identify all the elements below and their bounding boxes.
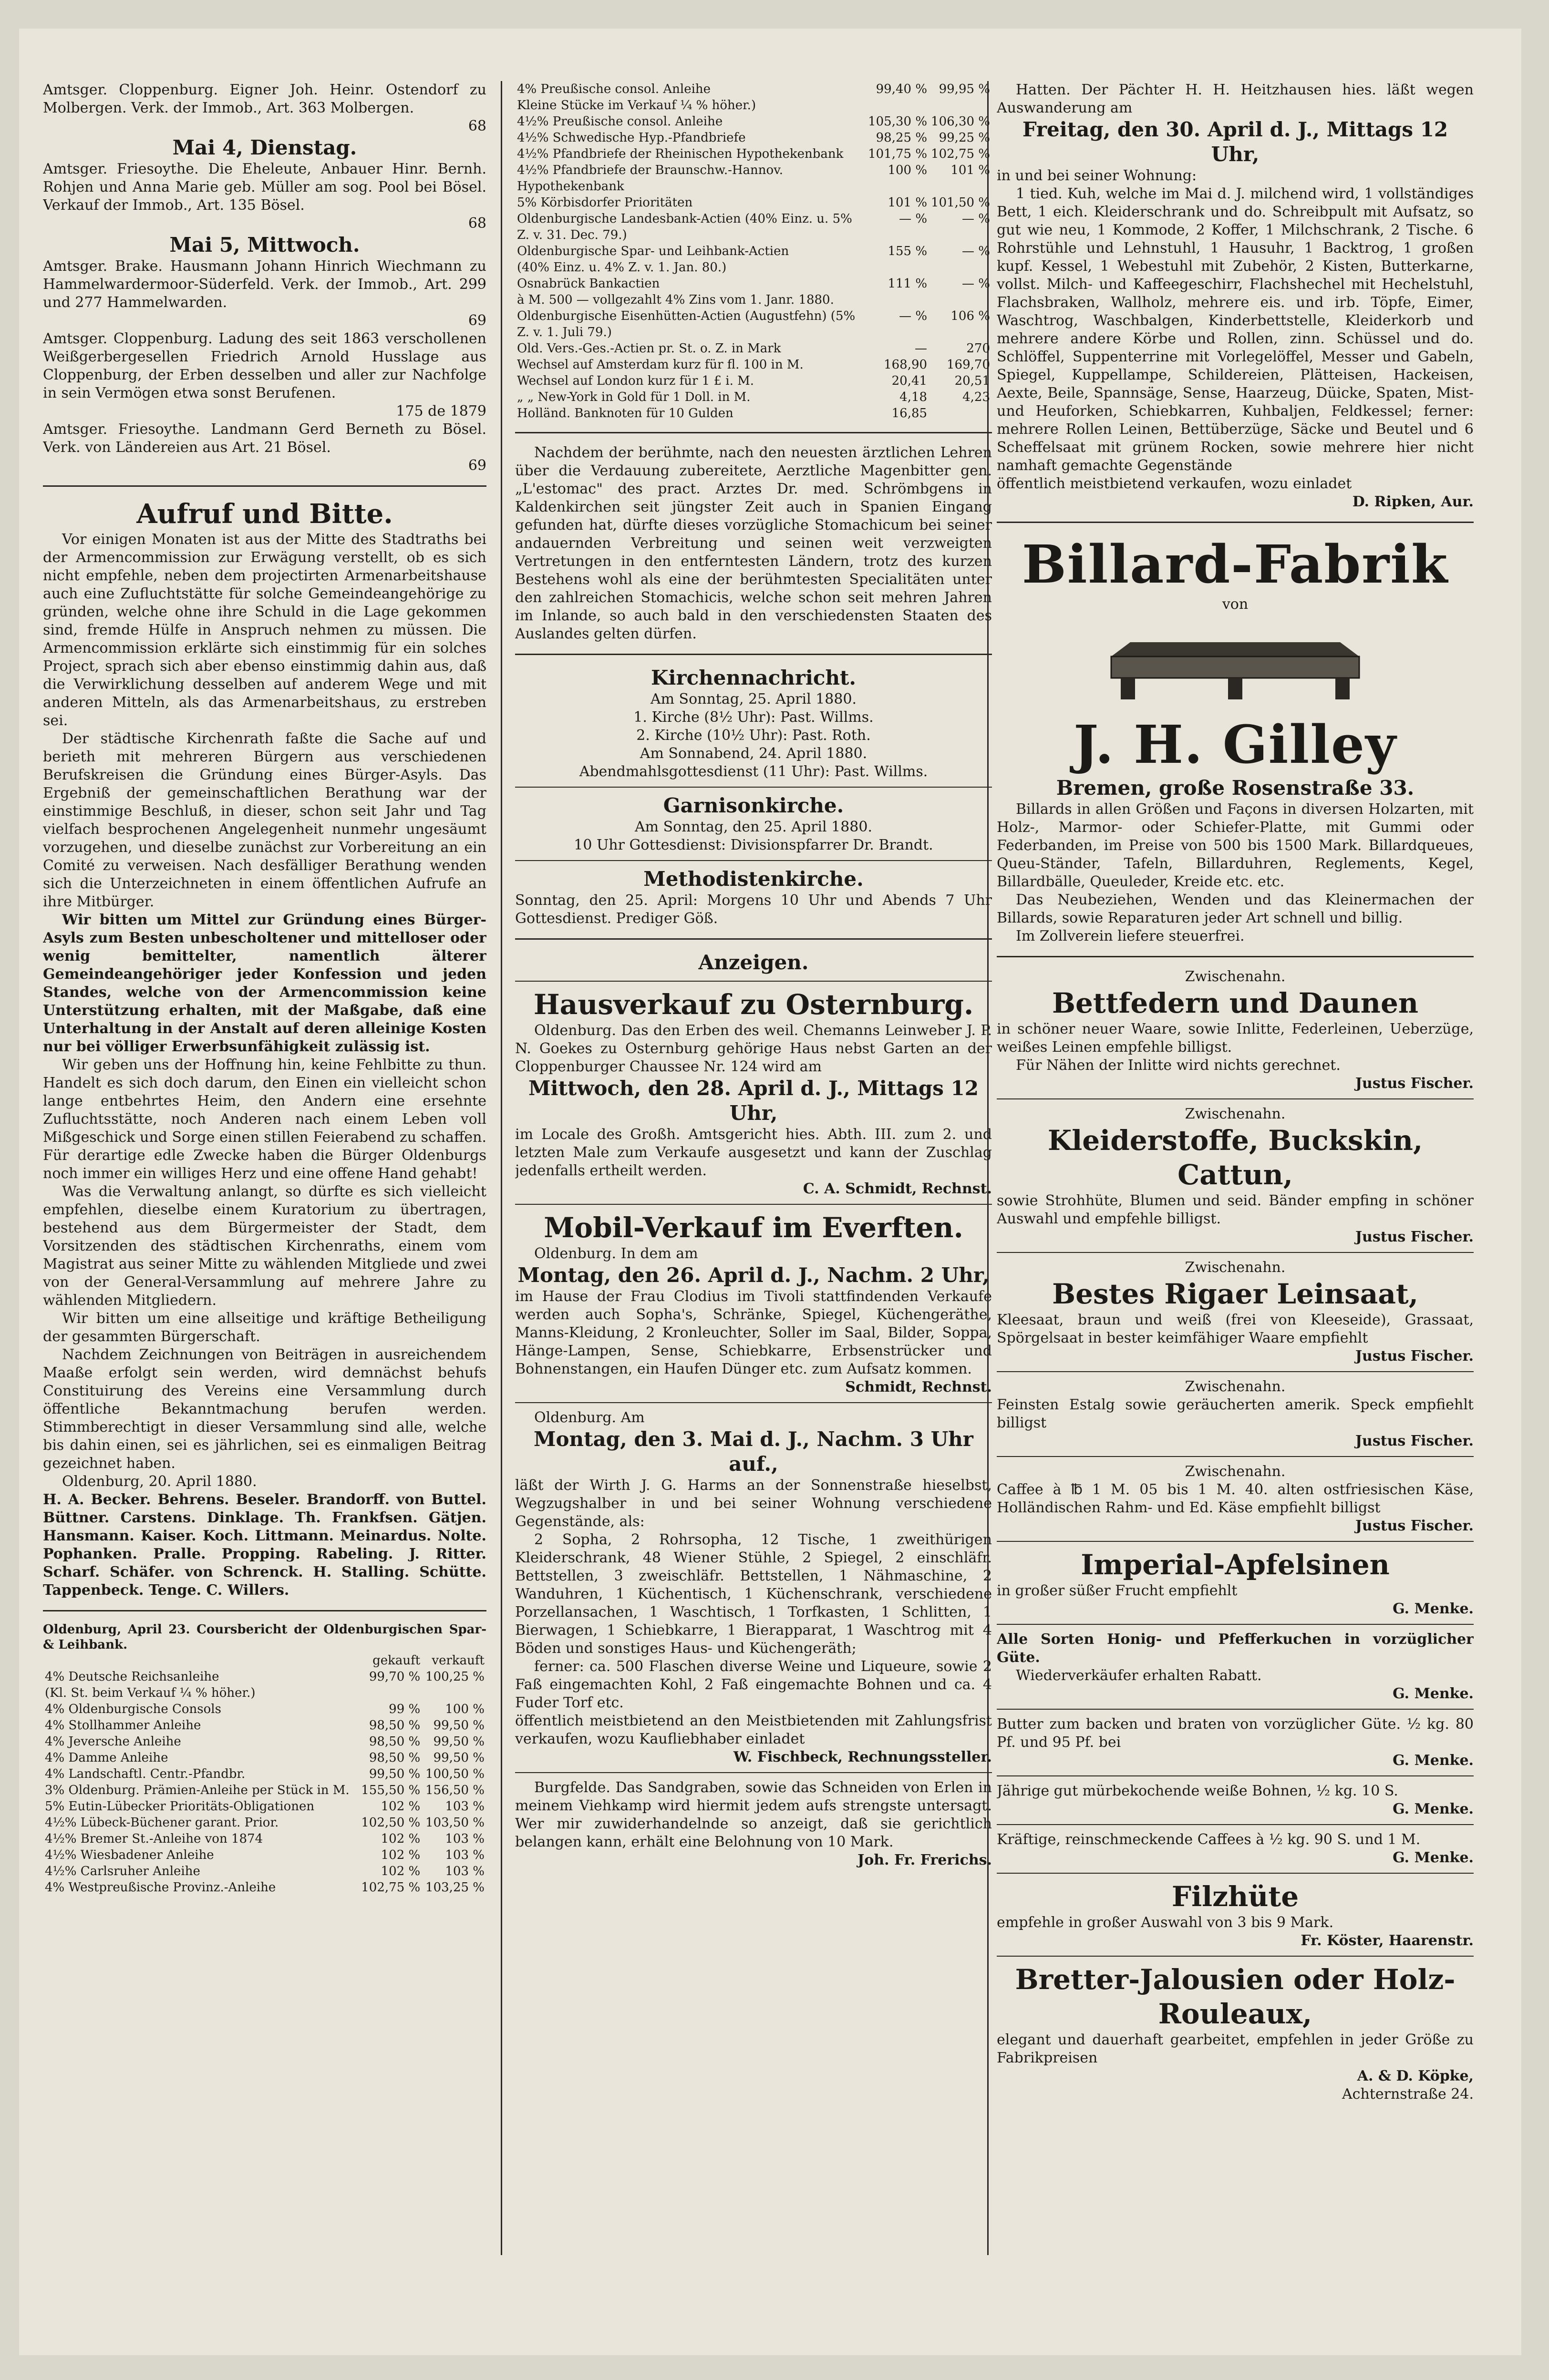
divider — [515, 860, 992, 861]
divider — [515, 1772, 992, 1773]
table-row — [515, 211, 992, 243]
koepke-address: Achternstraße 24. — [1342, 2086, 1474, 2103]
sold-rate: 270 — [966, 341, 990, 356]
gilley-text: Das Neubeziehen, Wenden und das Kleinermachen der Billards, sowie Reparaturen jeder Art schnell und billig. — [997, 892, 1474, 926]
bought-rate: 102,50 % — [361, 1816, 421, 1830]
methodist-title: Methodistenkirche. — [643, 867, 864, 891]
bought-rate: 168,90 — [884, 358, 928, 372]
mobil-sale-text: im Hause der Frau Clodius im Tivoli stattfindenden Verkaufe werden auch Sopha's, Schränke, Spiegel, Küchengeräthe, Manns-Kleidung, 2 Kronleuchter, Soller im Saal, Bilder, Soppa, Hänge-Lampen, Sense, Schiebkarre, Erbsenstrücker und Bohnenstangen, ein Haufen Dünger etc. zum Aufsatz kommen. — [515, 1288, 992, 1377]
sold-rate: 103 % — [445, 1799, 485, 1814]
divider — [997, 522, 1474, 523]
security-name: 4½% Lübeck-Büchener garant. Prior. — [45, 1816, 279, 1830]
security-name: 4% Deutsche Reichsanleihe — [45, 1670, 219, 1684]
sold-rate: 100,50 % — [425, 1767, 485, 1781]
divider — [997, 1709, 1474, 1710]
harms-sale-text: Oldenburg. Am — [534, 1409, 645, 1426]
table-row — [515, 130, 992, 146]
sold-rate: 103 % — [445, 1864, 485, 1878]
security-name: Oldenburgische Spar- und Leihbank-Actien — [517, 244, 789, 258]
bought-rate: 16,85 — [891, 406, 928, 421]
bought-rate — [866, 292, 929, 308]
koepke-signature: A. & D. Köpke, — [1357, 2068, 1474, 2084]
column-header: verkauft — [432, 1653, 485, 1668]
security-name: Oldenburgische Landesbank-Actien (40% Einz. u. 5% Z. v. 31. Dec. 79.) — [517, 212, 852, 242]
divider — [515, 1204, 992, 1205]
table-row — [515, 113, 992, 130]
billiard-factory-title: Billard-Fabrik — [1022, 533, 1449, 595]
garrison-line: 10 Uhr Gottesdienst: Divisionspfarrer Dr. Brandt. — [574, 837, 933, 853]
church-date: Am Sonnabend, 24. April 1880. — [640, 745, 867, 762]
billiard-table-leg — [1121, 678, 1135, 699]
menke-signature: G. Menke. — [1393, 1849, 1474, 1866]
bought-rate: 102 % — [381, 1848, 421, 1862]
bought-rate — [866, 97, 929, 113]
felt-hats-text: empfehle in großer Auswahl von 3 bis 9 Mark. — [997, 1914, 1334, 1931]
hatten-sale-signature: D. Ripken, Aur. — [1352, 493, 1474, 510]
house-sale-title: Hausverkauf zu Osternburg. — [533, 988, 974, 1021]
security-name: à M. 500 — vollgezahlt 4% Zins vom 1. Janr. 1880. — [517, 293, 834, 307]
bought-rate: 98,50 % — [369, 1718, 421, 1733]
harms-sale-date: Montag, den 3. Mai d. J., Nachm. 3 Uhr auf., — [534, 1427, 973, 1476]
column-3 — [997, 81, 1474, 2255]
sold-rate: — % — [962, 212, 990, 226]
bought-rate: 155 % — [888, 244, 928, 258]
house-sale-text: Oldenburg. Das den Erben des weil. Chemanns Leinweber J. P. N. Goekes zu Osternburg gehörige Haus nebst Garten an der Cloppenburger Chaussee Nr. 124 wird am — [515, 1022, 992, 1075]
divider — [515, 432, 992, 433]
divider — [997, 1775, 1474, 1776]
sold-rate: 156,50 % — [425, 1783, 485, 1797]
table-row — [43, 1669, 486, 1685]
gilley-title: J. H. Gilley — [1074, 714, 1397, 775]
billiard-table-illustration — [1102, 623, 1369, 704]
harms-sale-text: läßt der Wirth J. G. Harms an der Sonnenstraße hieselbst, Wegzugshalber in und bei seiner Wohnung verschiedene Gegenstände, als: — [515, 1477, 992, 1530]
table-row — [515, 389, 992, 405]
mobil-sale-signature: Schmidt, Rechnst. — [845, 1379, 992, 1395]
table-row — [43, 1782, 486, 1798]
table-row — [43, 1750, 486, 1766]
table-row — [515, 405, 992, 421]
garrison-date: Am Sonntag, den 25. April 1880. — [634, 819, 872, 835]
table-row — [43, 1685, 486, 1701]
sold-rate: 103,50 % — [425, 1816, 485, 1830]
divider — [997, 1371, 1474, 1372]
feathers-text: in schöner neuer Waare, sowie Inlitte, Federleinen, Ueberzüge, weißes Leinen empfehle billigst. — [997, 1021, 1474, 1056]
divider — [997, 1541, 1474, 1542]
security-name: 4½% Wiesbadener Anleihe — [45, 1848, 214, 1862]
fischer-signature: Justus Fischer. — [1355, 1433, 1474, 1449]
fischer-signature: Justus Fischer. — [1355, 1518, 1474, 1534]
feathers-text: Für Nähen der Inlitte wird nichts gerechnet. — [1016, 1057, 1341, 1074]
sold-rate: 102,75 % — [931, 147, 990, 161]
sold-rate: 106,30 % — [931, 114, 990, 129]
table-row — [515, 162, 992, 195]
house-sale-signature: C. A. Schmidt, Rechnst. — [803, 1180, 992, 1197]
security-name: Holländ. Banknoten für 10 Gulden — [517, 406, 733, 421]
garrison-title: Garnisonkirche. — [663, 794, 844, 817]
fischer-signature: Justus Fischer. — [1355, 1348, 1474, 1364]
sold-rate: 100,25 % — [425, 1670, 485, 1684]
feathers-title: Bettfedern und Daunen — [1052, 987, 1419, 1019]
appeal-signers: H. A. Becker. Behrens. Beseler. Brandorff. von Buttel. Büttner. Carstens. Dinklage. Th. Frankfsen. Gätjen. Hansmann. Kaiser. Koch. Littmann. Meinardus. Nolte. Pophanken. Pralle. Propping. Rabeling. J. Ritter. Scharf. Schäfer. von Schrenck. H. Stalling. Schütte. Tappenbeck. Tenge. C. Willers. — [43, 1491, 486, 1599]
bought-rate: 155,50 % — [361, 1783, 421, 1797]
security-name: 4% Preußische consol. Anleihe — [517, 82, 711, 96]
fabrics-text: sowie Strohhüte, Blumen und seid. Bänder empfing in schöner Auswahl und empfehle billigst. — [997, 1192, 1474, 1227]
ads-title: Anzeigen. — [698, 951, 809, 974]
church-line: 2. Kirche (10½ Uhr): Past. Roth. — [636, 727, 871, 744]
table-row — [515, 292, 992, 308]
divider — [997, 1456, 1474, 1457]
hatten-sale-items: 1 tied. Kuh, welche im Mai d. J. milchend wird, 1 vollständiges Bett, 1 eich. Kleiderschrank und do. Schreibpult mit Aufsatz, so gut wie neu, 1 Kommode, 2 Koffer, 1 Milchschrank, 2 Tische. 6 Rohrstühle und Lehnstuhl, 1 Hausuhr, 1 Backtrog, 1 großen kupf. Kessel, 1 Webestuhl mit Zubehör, 2 Kisten, Butterkarne, vollst. Milch- und Kaffeegeschirr, Flachshechel mit Hechelstuhl, Flachsbraken, Wallholz, mehrere eis. und irb. Töpfe, Eimer, Waschtrog, Waschbalgen, Kinderbettstelle, Kleiderkorb und mehrere andere Körbe und Rollen, zinn. Schüssel und do. Schlöffel, Suppenterrine mit Vorlegelöffel, Messer und Gabeln, Spiegel, Kuppellampe, Schildereien, Plätteisen, Hackeisen, Aexte, Beile, Spannsäge, Sense, Haarzeug, Düicke, Spaten, Mist- und Heuforken, Schiebkarren, Kuhbaljen, Feldkessel; ferner: mehrere Rollen Leinen, Bettüberzüge, Säcke und Beutel und 6 Scheffelsaat mit grünem Rocken, sowie mehrere hier nicht namhaft gemachte Gegenstände — [997, 185, 1474, 474]
bought-rate — [866, 259, 929, 276]
hatten-sale-date: Freitag, den 30. April d. J., Mittags 12 Uhr, — [1022, 118, 1448, 166]
table-row — [43, 1766, 486, 1782]
security-name: Kleine Stücke im Verkauf ¼ % höher.) — [517, 98, 756, 113]
house-sale-text: im Locale des Großh. Amtsgericht hies. Abth. III. zum 2. und letzten Male zum Verkaufe ausgesetzt und kann der Zuschlag jedenfalls ertheilt werden. — [515, 1126, 992, 1179]
bought-rate: — % — [899, 212, 928, 226]
bought-rate: 20,41 — [891, 374, 928, 388]
place-heading: Zwischenahn. — [1185, 1378, 1286, 1395]
place-heading: Zwischenahn. — [1185, 1259, 1286, 1276]
butter-text: Butter zum backen und braten von vorzüglicher Güte. ½ kg. 80 Pf. und 95 Pf. bei — [997, 1716, 1474, 1751]
bought-rate: 99 % — [389, 1702, 421, 1716]
sold-rate: 101,50 % — [931, 195, 990, 210]
course-report-header: Oldenburg, April 23. Coursbericht der Oldenburgischen Spar- & Leihbank. — [43, 1622, 486, 1652]
billiard-table-body — [1111, 657, 1359, 678]
oranges-text: in großer süßer Frucht empfiehlt — [997, 1582, 1238, 1599]
menke-signature: G. Menke. — [1393, 1600, 1474, 1617]
menke-signature: G. Menke. — [1393, 1801, 1474, 1817]
table-row — [515, 373, 992, 389]
table-row — [515, 340, 992, 357]
sold-rate: 103 % — [445, 1832, 485, 1846]
table-row — [43, 1798, 486, 1815]
appeal-date: Oldenburg, 20. April 1880. — [62, 1473, 257, 1490]
bought-rate: 100 % — [888, 163, 928, 177]
security-name: 4% Landschaftl. Centr.-Pfandbr. — [45, 1767, 246, 1781]
sold-rate: 101 % — [950, 163, 990, 177]
harms-sale-text: öffentlich meistbietend an den Meistbietenden mit Zahlungsfrist verkaufen, wozu Kaufliebhaber einladet — [515, 1713, 992, 1747]
table-row — [515, 308, 992, 340]
bought-rate: 99,50 % — [369, 1767, 421, 1781]
sold-rate — [929, 405, 992, 421]
security-name: 4% Stollhammer Anleihe — [45, 1718, 201, 1733]
security-name: 5% Körbisdorfer Prioritäten — [517, 195, 693, 210]
sold-rate — [929, 97, 992, 113]
bought-rate: 101,75 % — [868, 147, 928, 161]
gilley-text: Billards in allen Größen und Façons in diversen Holzarten, mit Holz-, Marmor- oder Schiefer-Platte, mit Gummi oder Federbanden, im Preise von 500 bis 1500 Mark. Billardqueues, Queu-Ständer, Tafeln, Billarduhren, Reglements, Kegel, Billardbälle, Queuleder, Kreide etc. etc. — [997, 801, 1474, 890]
divider — [997, 1624, 1474, 1625]
blinds-title: Bretter-Jalousien oder Holz-Rouleaux, — [1015, 1963, 1456, 2030]
oranges-title: Imperial-Apfelsinen — [1081, 1549, 1390, 1581]
sold-rate: 106 % — [950, 309, 990, 323]
appeal-paragraph: Was die Verwaltung anlangt, so dürfte es sich vielleicht empfehlen, dieselbe einem Kuratorium zu übertragen, bestehend aus dem Bürgermeister der Stadt, dem Vorsitzenden des städtischen Kirchenraths, einem vom Magistrat aus seiner Mitte zu wählenden Mitgliede und zwei von der General-Versammlung auf mehrere Jahre zu wählenden Mitgliedern. — [43, 1183, 486, 1309]
column-1 — [43, 81, 486, 2255]
security-name: Wechsel auf Amsterdam kurz für fl. 100 in M. — [517, 358, 804, 372]
church-date: Am Sonntag, 25. April 1880. — [650, 691, 857, 708]
place-heading: Zwischenahn. — [1185, 1106, 1286, 1122]
menke-signature: G. Menke. — [1393, 1685, 1474, 1702]
linseed-text: Kleesaat, braun und weiß (frei von Kleeseide), Grassaat, Spörgelsaat in bester keimfähiger Waare empfiehlt — [997, 1312, 1474, 1346]
security-name: 4½% Bremer St.-Anleihe von 1874 — [45, 1832, 263, 1846]
security-name: „ „ New-York in Gold für 1 Doll. in M. — [517, 390, 751, 404]
security-name: Old. Vers.-Ges.-Actien pr. St. o. Z. in Mark — [517, 341, 781, 356]
divider — [515, 654, 992, 655]
court-listing: Amtsger. Cloppenburg. Eigner Joh. Heinr. Ostendorf zu Molbergen. Verk. der Immob., Art. 363 Molbergen. — [43, 82, 486, 116]
church-line: Abendmahlsgottesdienst (11 Uhr): Past. Willms. — [579, 763, 928, 780]
bought-rate: 111 % — [888, 277, 928, 291]
bought-rate: 102,75 % — [361, 1880, 421, 1895]
court-listing: Amtsger. Brake. Hausmann Johann Hinrich Wiechmann zu Hammelwardermoor-Süderfeld. Verk. der Immob., Art. 299 und 277 Hammelwarden. — [43, 258, 486, 311]
bought-rate: 105,30 % — [868, 114, 928, 129]
hatten-sale-text: Hatten. Der Pächter H. H. Heitzhausen hies. läßt wegen Auswanderung am — [997, 82, 1474, 116]
security-name: 4% Jeversche Anleihe — [45, 1734, 181, 1749]
sold-rate: 99,95 % — [939, 82, 990, 96]
date-heading: Mai 5, Mittwoch. — [169, 233, 360, 256]
table-row — [515, 243, 992, 259]
hatten-sale-text: öffentlich meistbietend verkaufen, wozu einladet — [997, 475, 1352, 492]
sold-rate: 99,25 % — [939, 131, 990, 145]
coffee-cheese-text: Caffee à ℔ 1 M. 05 bis 1 M. 40. alten ostfriesischen Käse, Holländischen Rahm- und Ed. Käse empfiehlt billigst — [997, 1481, 1474, 1516]
table-row — [515, 259, 992, 276]
course-table-continued — [515, 81, 992, 421]
mobil-sale-date: Montag, den 26. April d. J., Nachm. 2 Uhr, — [517, 1263, 990, 1287]
table-row — [43, 1701, 486, 1717]
column-rule-1 — [501, 81, 502, 2255]
blinds-text: elegant und dauerhaft gearbeitet, empfehlen in jeder Größe zu Fabrikpreisen — [997, 2031, 1474, 2066]
harms-sale-items: ferner: ca. 500 Flaschen diverse Weine und Liqueure, sowie 2 Faß eingemachten Kohl, 2 Faß eingemachte Bohnen und ca. 4 Fuder Torf etc. — [515, 1658, 992, 1711]
place-heading: Zwischenahn. — [1185, 968, 1286, 985]
fabrics-title: Kleiderstoffe, Buckskin, Cattun, — [1047, 1124, 1423, 1191]
bought-rate — [358, 1685, 422, 1701]
harms-sale-items: 2 Sopha, 2 Rohrsopha, 12 Tische, 1 zweithürigen Kleiderschrank, 48 Wiener Stühle, 2 Spiegel, 2 einschläfr. Bettstellen, 3 zweischläfr. Bettstellen, 1 Nähmaschine, 2 Wanduhren, 1 Küchentisch, 1 Küchenschrank, verschiedene Porzellansachen, 1 Waschtisch, 1 Torfkasten, 1 Schlitten, 1 Bierwagen, 1 Schiebkarre, 1 Bierapparat, 1 Waschtrog mit 4 Böden und sonstiges Haus- und Küchengeräth; — [515, 1531, 992, 1657]
appeal-title: Aufruf und Bitte. — [136, 498, 393, 530]
table-row — [43, 1879, 486, 1896]
sold-rate: 103,25 % — [425, 1880, 485, 1895]
listing-number: 175 de 1879 — [396, 403, 486, 420]
security-name: 4½% Carlsruher Anleihe — [45, 1864, 200, 1878]
bought-rate: 98,50 % — [369, 1734, 421, 1749]
table-row — [43, 1815, 486, 1831]
appeal-paragraph: Vor einigen Monaten ist aus der Mitte des Stadtraths bei der Armencommission zur Erwägung verstellt, ob es sich nicht empfehle, neben dem projectirten Armenarbeitshause auch eine Zufluchtstätte für solche Gemeindeangehörige zu gründen, welche ohne ihre Schuld in die Lage gekommen sind, fremde Hülfe in Anspruch nehmen zu müssen. Die Armencommission erklärte sich einstimmig für ein solches Project, sprach sich aber ebenso einstimmig dahin aus, daß die Verwirklichung desselben auf anderem Wege und mit anderen Mitteln, als das Armenarbeitshaus, zu erstreben sei. — [43, 531, 486, 729]
bought-rate: 102 % — [381, 1832, 421, 1846]
sold-rate: — % — [962, 244, 990, 258]
appeal-paragraph: Wir bitten um eine allseitige und kräftige Betheiligung der gesammten Bürgerschaft. — [43, 1310, 486, 1345]
burgfelde-notice: Burgfelde. Das Sandgraben, sowie das Schneiden von Erlen in meinem Viehkamp wird hiermit jedem aufs strengste untersagt. Wer mir zuwiderhandelnde so anzeigt, daß sie gerichtlich belangen kann, erhält eine Belohnung von 10 Mark. — [515, 1779, 992, 1850]
bought-rate: 99,40 % — [876, 82, 928, 96]
church-title: Kirchennachricht. — [651, 666, 857, 689]
security-name: 4% Westpreußische Provinz.-Anleihe — [45, 1880, 276, 1895]
gingerbread-text: Wiederverkäufer erhalten Rabatt. — [1016, 1667, 1262, 1684]
fischer-signature: Justus Fischer. — [1355, 1075, 1474, 1092]
listing-number: 69 — [468, 312, 486, 329]
sold-rate: — % — [962, 277, 990, 291]
felt-hats-title: Filzhüte — [1171, 1880, 1299, 1913]
gingerbread-text: Alle Sorten Honig- und Pfefferkuchen in vorzüglicher Güte. — [997, 1631, 1474, 1666]
security-name: Oldenburgische Eisenhütten-Actien (Augustfehn) (5% Z. v. 1. Juli 79.) — [517, 309, 856, 339]
table-header-row — [43, 1652, 486, 1669]
table-row — [43, 1734, 486, 1750]
security-name: 4½% Preußische consol. Anleihe — [517, 114, 723, 129]
table-row — [515, 357, 992, 373]
listing-number: 68 — [468, 118, 486, 134]
sold-rate: 99,50 % — [433, 1734, 485, 1749]
table-row — [515, 276, 992, 292]
court-listing: Amtsger. Friesoythe. Die Eheleute, Anbauer Hinr. Bernh. Rohjen und Anna Marie geb. Müller am sog. Pool bei Bösel. Verkauf der Immob., Art. 135 Bösel. — [43, 161, 486, 214]
koester-signature: Fr. Köster, Haarenstr. — [1301, 1932, 1474, 1949]
stomach-bitters-notice: Nachdem der berühmte, nach den neuesten ärztlichen Lehren über die Verdauung zubereitete, Aerztliche Magenbitter gen. „L'estomac" des pract. Arztes Dr. med. Schrömbgens in Kaldenkirchen seit jüngster Zeit auch in Spanien Eingang gefunden hat, dürfte dieses vorzügliche Stomachicum bei seiner andauernden Verbreitung und seinen weit verzweigten Vertretungen in den entferntesten Ländern, trotz des kurzen Bestehens wohl als eine der berühmtesten Specialitäten unter den zahlreichen Stomachicis, welche schon seit mehren Jahren im Inlande, so auch bald in den verschiedensten Staaten des Auslandes gelten dürfen. — [515, 444, 992, 642]
security-name: 4½% Pfandbriefe der Braunschw.-Hannov. Hypothekenbank — [517, 163, 784, 194]
table-row — [515, 97, 992, 113]
table-row — [515, 146, 992, 162]
coffee-text: Kräftige, reinschmeckende Caffees à ½ kg. 90 S. und 1 M. — [997, 1831, 1421, 1848]
sold-rate: 99,50 % — [433, 1751, 485, 1765]
beans-text: Jährige gut mürbekochende weiße Bohnen, ½ kg. 10 S. — [997, 1783, 1398, 1799]
place-heading: Zwischenahn. — [1185, 1463, 1286, 1480]
bought-rate: — % — [899, 309, 928, 323]
bought-rate: 102 % — [381, 1864, 421, 1878]
hatten-sale-text: in und bei seiner Wohnung: — [997, 167, 1197, 184]
security-name: 4½% Pfandbriefe der Rheinischen Hypothekenbank — [517, 147, 844, 161]
table-row — [515, 81, 992, 97]
linseed-title: Bestes Rigaer Leinsaat, — [1052, 1278, 1418, 1310]
bought-rate: 102 % — [381, 1799, 421, 1814]
billiard-von: von — [1222, 596, 1249, 613]
divider — [997, 1252, 1474, 1253]
mobil-sale-title: Mobil-Verkauf im Everften. — [544, 1211, 963, 1244]
gilley-text: Im Zollverein liefere steuerfrei. — [1016, 928, 1245, 944]
divider — [43, 485, 486, 487]
sold-rate: 4,23 — [962, 390, 990, 404]
sold-rate: 100 % — [445, 1702, 485, 1716]
fischer-signature: Justus Fischer. — [1355, 1229, 1474, 1245]
sold-rate: 169,70 — [947, 358, 990, 372]
table-row — [43, 1717, 486, 1734]
harms-sale-signature: W. Fischbeck, Rechnungssteller. — [733, 1749, 992, 1765]
bought-rate: 101 % — [888, 195, 928, 210]
table-row — [43, 1863, 486, 1879]
divider — [515, 938, 992, 940]
tallow-text: Feinsten Estalg sowie geräucherten amerik. Speck empfiehlt billigst — [997, 1396, 1474, 1431]
divider — [515, 981, 992, 982]
divider — [997, 1956, 1474, 1957]
appeal-paragraph: Wir bitten um Mittel zur Gründung eines Bürger-Asyls zum Besten unbescholtener und mittelloser oder wenig bemittelter, namentlich älterer Gemeindeangehöriger jeder Konfession und jeden Standes, welche von der Armencommission keine Unterstützung erhalten, mit der Maßgabe, daß eine Unterhaltung in der Anstalt auf deren alleinige Kosten nur bei völliger Erwerbsunfähigkeit zulässig ist. — [43, 912, 486, 1055]
bought-rate: 4,18 — [899, 390, 928, 404]
divider — [43, 1610, 486, 1611]
appeal-paragraph: Wir geben uns der Hoffnung hin, keine Fehlbitte zu thun. Handelt es sich doch darum, den Einen ein vielleicht schon lange entbehrtes Heim, den Andern eine ersehnte Zufluchtsstätte, noch Anderen nach einem Leben voll Mißgeschick und Sorge einen stillen Feierabend zu schaffen. Für derartige edle Zwecke haben die Bürger Oldenburgs noch immer ein williges Herz und eine offene Hand gehabt! — [43, 1057, 486, 1182]
listing-number: 69 — [468, 457, 486, 474]
divider — [997, 1824, 1474, 1825]
bought-rate: 99,70 % — [369, 1670, 421, 1684]
divider — [997, 956, 1474, 957]
table-row — [43, 1847, 486, 1863]
church-line: 1. Kirche (8½ Uhr): Past. Willms. — [633, 709, 874, 726]
sold-rate — [422, 1685, 486, 1701]
burgfelde-signature: Joh. Fr. Frerichs. — [857, 1852, 992, 1868]
sold-rate — [929, 259, 992, 276]
methodist-line: Sonntag, den 25. April: Morgens 10 Uhr und Abends 7 Uhr Gottesdienst. Prediger Göß. — [515, 892, 992, 927]
security-name: Osnabrück Bankactien — [517, 277, 660, 291]
security-name: 4% Damme Anleihe — [45, 1751, 168, 1765]
billiard-table-top — [1111, 642, 1359, 657]
menke-signature: G. Menke. — [1393, 1752, 1474, 1769]
divider — [997, 1098, 1474, 1099]
court-listing: Amtsger. Friesoythe. Landmann Gerd Berneth zu Bösel. Verk. von Ländereien aus Art. 21 Bösel. — [43, 421, 486, 456]
divider — [997, 1873, 1474, 1874]
course-table — [43, 1652, 486, 1896]
table-row — [43, 1831, 486, 1847]
house-sale-date: Mittwoch, den 28. April d. J., Mittags 12 Uhr, — [528, 1077, 979, 1125]
column-2 — [515, 81, 992, 2255]
security-name: 4½% Schwedische Hyp.-Pfandbriefe — [517, 131, 746, 145]
billiard-table-leg — [1228, 678, 1242, 699]
court-listing: Amtsger. Cloppenburg. Ladung des seit 1863 verschollenen Weißgerbergesellen Friedrich Arnold Husslage aus Cloppenburg, der Erben desselben und aller zur Nachfolge in sein Vermögen etwa sonst Berufenen. — [43, 330, 486, 401]
mobil-sale-text: Oldenburg. In dem am — [534, 1245, 698, 1262]
security-name: Wechsel auf London kurz für 1 £ i. M. — [517, 374, 754, 388]
divider — [515, 1402, 992, 1403]
sold-rate: 103 % — [445, 1848, 485, 1862]
bought-rate: 98,25 % — [876, 131, 928, 145]
sold-rate: 99,50 % — [433, 1718, 485, 1733]
sold-rate: 20,51 — [954, 374, 990, 388]
security-name: 5% Eutin-Lübecker Prioritäts-Obligationen — [45, 1799, 315, 1814]
divider — [515, 787, 992, 788]
security-name: 3% Oldenburg. Prämien-Anleihe per Stück in M. — [45, 1783, 350, 1797]
bought-rate: 98,50 % — [369, 1751, 421, 1765]
sold-rate — [929, 292, 992, 308]
date-heading: Mai 4, Dienstag. — [172, 136, 357, 159]
appeal-paragraph: Nachdem Zeichnungen von Beiträgen in ausreichendem Maaße erfolgt sein werden, wird demnächst behufs Constituirung des Vereins eine Versammlung durch öffentliche Bekanntmachung berufen werden. Stimmberechtigt in dieser Versammlung sind alle, welche bis dahin einen, sei es jährlichen, sei es einmaligen Beitrag gezeichnet haben. — [43, 1346, 486, 1472]
column-header: gekauft — [372, 1653, 421, 1668]
security-name: (Kl. St. beim Verkauf ¼ % höher.) — [45, 1686, 256, 1700]
security-name: (40% Einz. u. 4% Z. v. 1. Jan. 80.) — [517, 260, 727, 275]
bought-rate: — — [915, 341, 928, 356]
gilley-address: Bremen, große Rosenstraße 33. — [1056, 776, 1415, 800]
security-name: 4% Oldenburgische Consols — [45, 1702, 221, 1716]
appeal-paragraph: Der städtische Kirchenrath faßte die Sache auf und berieth mit mehreren Bürgern aus verschiedenen Berufskreisen die Gründung eines Bürger-Asyls. Das Ergebniß der gemeinschaftlichen Berathung war der einstimmige Beschluß, in dieser, schon seit Jahr und Tag vielfach besprochenen Angelegenheit nunmehr ungesäumt vorzugehen, und dieselbe zunächst zur Vorbereitung an ein Comité zu verweisen. Nach desfälliger Berathung wenden sich die Unterzeichneten in einem öffentlichen Aufrufe an ihre Mitbürger. — [43, 730, 486, 910]
table-row — [515, 195, 992, 211]
billiard-table-leg — [1335, 678, 1350, 699]
listing-number: 68 — [468, 215, 486, 232]
